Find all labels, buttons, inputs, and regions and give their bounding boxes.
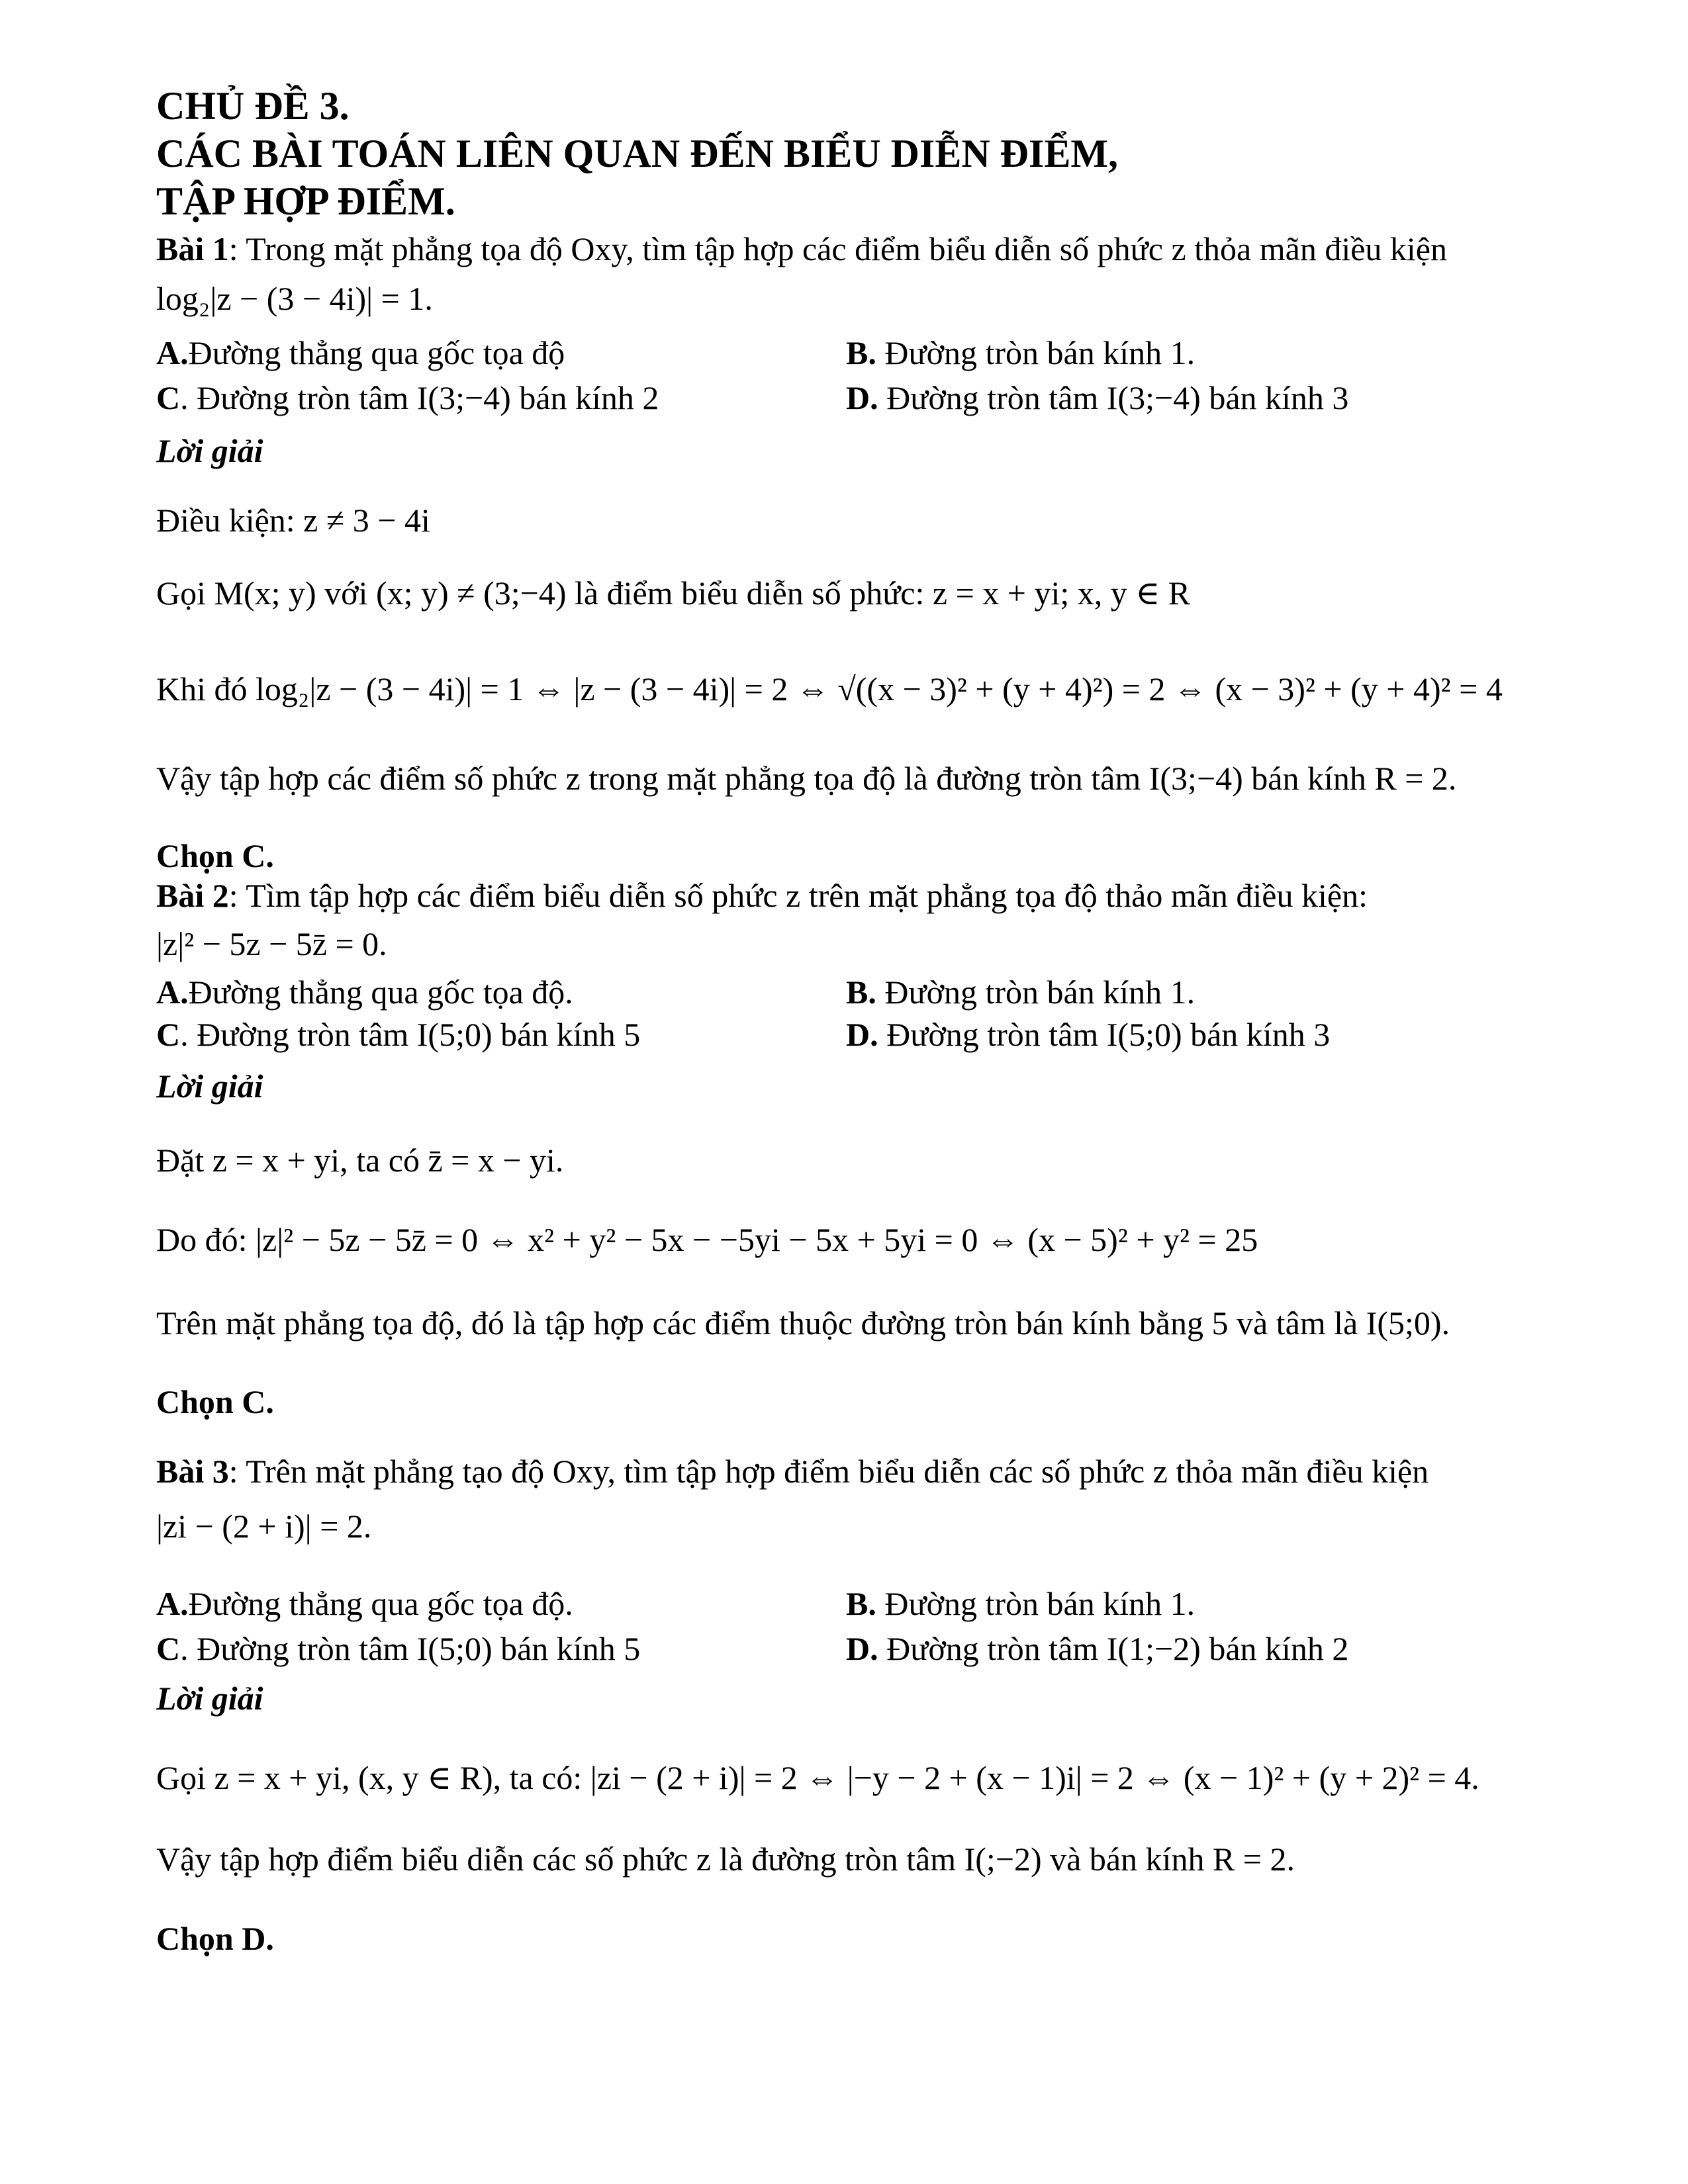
- problem-2-question: [156, 875, 1368, 916]
- problem-2-label: Bài 2: [156, 877, 229, 914]
- problem-1-option-a: A.Đường thẳng qua gốc tọa độ: [156, 334, 565, 371]
- problem-1-option-b: B. Đường tròn bán kính 1.: [846, 334, 1196, 371]
- problem-2-option-d: D. Đường tròn tâm I(5;0) bán kính 3: [846, 1016, 1331, 1053]
- problem-3-option-b: B. Đường tròn bán kính 1.: [846, 1585, 1196, 1622]
- problem-2-step-3: Trên mặt phẳng tọa độ, đó là tập hợp các điểm thuộc đường tròn bán kính bằng 5 và tâm là I(5;0).: [156, 1304, 1450, 1342]
- problem-1-question-text: : Trong mặt phẳng tọa độ Oxy, tìm tập hợp các điểm biểu diễn số phức z thỏa mãn điều kiện: [228, 230, 1447, 267]
- problem-2-option-b: B. Đường tròn bán kính 1.: [846, 974, 1196, 1011]
- problem-2-answer: Chọn C.: [156, 1383, 274, 1420]
- problem-2-option-c: C. Đường tròn tâm I(5;0) bán kính 5: [156, 1016, 641, 1053]
- problem-1-answer: Chọn C.: [156, 837, 274, 874]
- section-title: CÁC BÀI TOÁN LIÊN QUAN ĐẾN BIỂU DIỄN ĐIỂM,: [156, 132, 1119, 175]
- problem-1-step-3: Khi đó log₂|z − (3 − 4i)| = 1 ⇔ |z − (3 − 4i)| = 2 ⇔ √((x − 3)² + (y + 4)²) = 2 ⇔ (x − 3)² + (y + 4)² = 4: [156, 670, 1503, 707]
- problem-1-step-4: Vậy tập hợp các điểm số phức z trong mặt phẳng tọa độ là đường tròn tâm I(3;−4) bán kính R = 2.: [156, 760, 1457, 797]
- problem-1-option-c: C. Đường tròn tâm I(3;−4) bán kính 2: [156, 379, 659, 416]
- problem-2-condition: |z|² − 5z − 5z̄ = 0.: [156, 925, 387, 962]
- problem-2-step-1: Đặt z = x + yi, ta có z̄ = x − yi.: [156, 1142, 564, 1179]
- problem-1-label: Bài 1: [156, 230, 229, 267]
- problem-3-step-2: Vậy tập hợp điểm biểu diễn các số phức z là đường tròn tâm I(;−2) và bán kính R = 2.: [156, 1841, 1295, 1878]
- chapter-title: CHỦ ĐỀ 3.: [156, 84, 350, 128]
- problem-3-question: [156, 1451, 1429, 1492]
- section-title-continued: TẬP HỢP ĐIỂM.: [156, 179, 455, 223]
- problem-2-solution-label: Lời giải: [156, 1068, 263, 1105]
- problem-1-question: [156, 228, 1447, 269]
- problem-2-question-text: : Tìm tập hợp các điểm biểu diễn số phức z trên mặt phẳng tọa độ thảo mãn điều kiện:: [228, 877, 1368, 914]
- problem-3-option-c: C. Đường tròn tâm I(5;0) bán kính 5: [156, 1630, 641, 1667]
- problem-2-step-2: Do đó: |z|² − 5z − 5z̄ = 0 ⇔ x² + y² − 5x − −5yi − 5x + 5yi = 0 ⇔ (x − 5)² + y² = 25: [156, 1221, 1258, 1258]
- problem-3-option-a: A.Đường thẳng qua gốc tọa độ.: [156, 1585, 573, 1622]
- problem-1-step-2: Gọi M(x; y) với (x; y) ≠ (3;−4) là điểm biểu diễn số phức: z = x + yi; x, y ∈ R: [156, 574, 1191, 612]
- problem-3-condition: |zi − (2 + i)| = 2.: [156, 1508, 372, 1545]
- problem-1-condition: log₂|z − (3 − 4i)| = 1.: [156, 280, 433, 317]
- problem-1-step-1: Điều kiện: z ≠ 3 − 4i: [156, 502, 430, 539]
- problem-1-solution-label: Lời giải: [156, 432, 263, 469]
- problem-3-step-1: Gọi z = x + yi, (x, y ∈ R), ta có: |zi − (2 + i)| = 2 ⇔ |−y − 2 + (x − 1)i| = 2 ⇔ (x − 1)² + (y + 2)² = 4.: [156, 1759, 1479, 1796]
- problem-1-option-d: D. Đường tròn tâm I(3;−4) bán kính 3: [846, 379, 1349, 416]
- problem-2-option-a: A.Đường thẳng qua gốc tọa độ.: [156, 974, 573, 1011]
- problem-3-label: Bài 3: [156, 1453, 229, 1490]
- problem-3-solution-label: Lời giải: [156, 1680, 263, 1717]
- problem-3-question-text: : Trên mặt phẳng tạo độ Oxy, tìm tập hợp điểm biểu diễn các số phức z thỏa mãn điều kiện: [228, 1453, 1429, 1490]
- problem-3-answer: Chọn D.: [156, 1920, 274, 1957]
- problem-3-option-d: D. Đường tròn tâm I(1;−2) bán kính 2: [846, 1630, 1349, 1667]
